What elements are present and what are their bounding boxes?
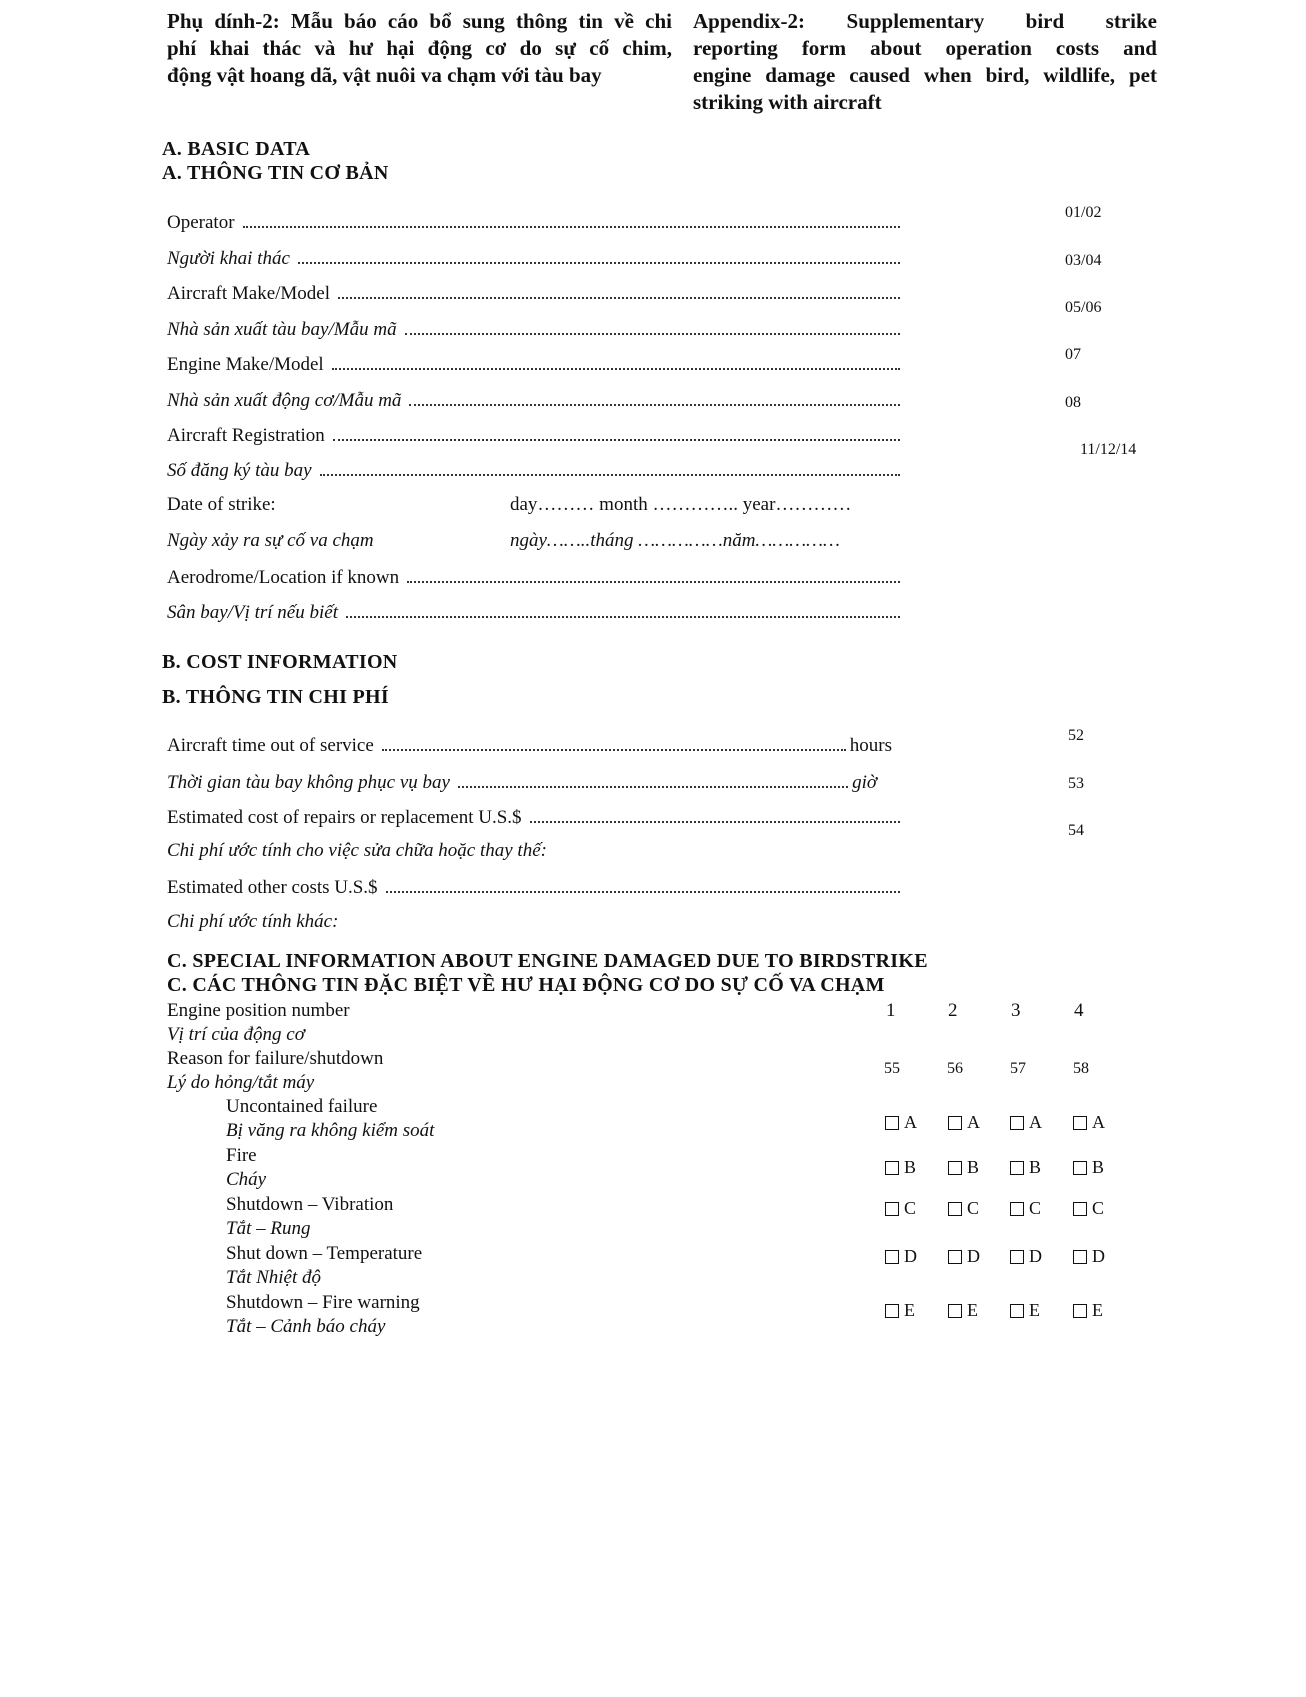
field-aerodrome-vi[interactable] bbox=[167, 598, 900, 624]
section-a-title-en: A. BASIC DATA bbox=[162, 138, 311, 160]
fill-line bbox=[333, 438, 900, 441]
fill-line bbox=[338, 296, 900, 299]
checkbox-box[interactable] bbox=[948, 1250, 962, 1264]
checkbox-engine-1-E[interactable] bbox=[885, 1300, 915, 1321]
checkbox-engine-4-D[interactable] bbox=[1073, 1246, 1105, 1267]
checkbox-engine-3-A[interactable] bbox=[1010, 1112, 1042, 1133]
reason-fire: Fire bbox=[226, 1145, 257, 1166]
other-costs-label-vi: Chi phí ước tính khác: bbox=[167, 911, 339, 932]
code-label: 56 bbox=[947, 1060, 963, 1077]
reason-fire-vi: Cháy bbox=[226, 1169, 267, 1190]
code-label: 03/04 bbox=[1065, 252, 1102, 269]
field-aircraft-make[interactable] bbox=[167, 279, 900, 305]
checkbox-letter: D bbox=[904, 1246, 917, 1266]
fill-line bbox=[320, 473, 900, 476]
header-en-title bbox=[693, 8, 1157, 116]
checkbox-box[interactable] bbox=[1010, 1202, 1024, 1216]
checkbox-letter: B bbox=[967, 1157, 980, 1177]
reason-uncontained: Uncontained failure bbox=[226, 1096, 378, 1117]
field-time-out-of-service-vi[interactable] bbox=[167, 768, 877, 794]
checkbox-letter: E bbox=[1092, 1300, 1103, 1320]
unit-label: giờ bbox=[852, 772, 877, 793]
header-en-line-2: reporting form about operation costs and bbox=[693, 36, 1157, 60]
checkbox-box[interactable] bbox=[948, 1116, 962, 1130]
checkbox-letter: E bbox=[1029, 1300, 1040, 1320]
fill-line bbox=[530, 820, 900, 823]
engine-number: 1 bbox=[886, 1000, 896, 1021]
code-label: 07 bbox=[1065, 346, 1081, 363]
fill-line bbox=[332, 367, 900, 370]
field-time-out-of-service[interactable] bbox=[167, 731, 892, 757]
field-aerodrome[interactable] bbox=[167, 563, 900, 589]
section-b-title-vi: B. THÔNG TIN CHI PHÍ bbox=[162, 686, 389, 708]
date-of-strike-fields[interactable]: day……… month ………….. year………… bbox=[510, 494, 852, 515]
field-engine-make-vi[interactable] bbox=[167, 386, 900, 412]
header-en-line-4: striking with aircraft bbox=[693, 90, 882, 114]
fill-line bbox=[386, 890, 900, 893]
field-label: Engine Make/Model bbox=[167, 354, 324, 375]
checkbox-letter: B bbox=[1029, 1157, 1042, 1177]
field-other-costs[interactable] bbox=[167, 873, 900, 899]
checkbox-box[interactable] bbox=[885, 1161, 899, 1175]
field-label: Operator bbox=[167, 212, 235, 233]
code-label: 01/02 bbox=[1065, 204, 1102, 221]
field-operator[interactable] bbox=[167, 208, 900, 234]
reason-temperature-vi: Tắt Nhiệt độ bbox=[226, 1267, 322, 1288]
checkbox-engine-2-D[interactable] bbox=[948, 1246, 980, 1267]
fill-line bbox=[409, 403, 900, 406]
field-registration-vi[interactable] bbox=[167, 456, 900, 482]
field-label: Aircraft Registration bbox=[167, 425, 325, 446]
code-label: 08 bbox=[1065, 394, 1081, 411]
reason-temperature: Shut down – Temperature bbox=[226, 1243, 423, 1264]
reason-label: Reason for failure/shutdown bbox=[167, 1048, 384, 1069]
checkbox-box[interactable] bbox=[1010, 1116, 1024, 1130]
checkbox-box[interactable] bbox=[948, 1304, 962, 1318]
checkbox-engine-2-B[interactable] bbox=[948, 1157, 979, 1178]
checkbox-engine-1-C[interactable] bbox=[885, 1198, 916, 1219]
code-label: 52 bbox=[1068, 727, 1084, 744]
checkbox-letter: E bbox=[967, 1300, 978, 1320]
engine-position-label-vi: Vị trí của động cơ bbox=[167, 1024, 305, 1045]
field-label: Aircraft time out of service bbox=[167, 735, 374, 756]
field-label: Số đăng ký tàu bay bbox=[167, 460, 312, 481]
reason-vibration: Shutdown – Vibration bbox=[226, 1194, 394, 1215]
field-label: Nhà sản xuất tàu bay/Mẫu mã bbox=[167, 319, 397, 340]
fill-line bbox=[298, 261, 900, 264]
engine-number: 3 bbox=[1011, 1000, 1021, 1021]
fill-line bbox=[407, 580, 900, 583]
checkbox-engine-1-B[interactable] bbox=[885, 1157, 916, 1178]
checkbox-engine-4-C[interactable] bbox=[1073, 1198, 1104, 1219]
checkbox-letter: B bbox=[1092, 1157, 1105, 1177]
section-a-title-vi: A. THÔNG TIN CƠ BẢN bbox=[162, 162, 389, 184]
field-operator-vi[interactable] bbox=[167, 244, 900, 270]
checkbox-letter: C bbox=[967, 1198, 980, 1218]
checkbox-box[interactable] bbox=[1073, 1202, 1087, 1216]
field-label: Nhà sản xuất động cơ/Mẫu mã bbox=[167, 390, 402, 411]
section-c-title-vi: C. CÁC THÔNG TIN ĐẶC BIỆT VỀ HƯ HẠI ĐỘNG CƠ DO SỰ CỐ VA CHẠM bbox=[167, 974, 885, 996]
field-repair-cost[interactable] bbox=[167, 803, 900, 829]
date-of-strike-label: Date of strike: bbox=[167, 494, 276, 515]
header-vi-line-1: Phụ dính-2: Mẫu báo cáo bổ sung thông tin về chi bbox=[167, 9, 672, 33]
checkbox-letter: D bbox=[1029, 1246, 1042, 1266]
code-label: 55 bbox=[884, 1060, 900, 1077]
field-label: Estimated other costs U.S.$ bbox=[167, 877, 378, 898]
header-vi-line-2: phí khai thác và hư hại động cơ do sự cố chim, bbox=[167, 36, 672, 60]
code-label: 11/12/14 bbox=[1080, 441, 1137, 458]
field-registration[interactable] bbox=[167, 421, 900, 447]
checkbox-letter: C bbox=[1092, 1198, 1105, 1218]
checkbox-box[interactable] bbox=[1010, 1161, 1024, 1175]
checkbox-engine-2-A[interactable] bbox=[948, 1112, 980, 1133]
checkbox-letter: D bbox=[967, 1246, 980, 1266]
date-of-strike-label-vi: Ngày xảy ra sự cố va chạm bbox=[167, 530, 374, 551]
engine-position-label: Engine position number bbox=[167, 1000, 350, 1021]
checkbox-engine-2-E[interactable] bbox=[948, 1300, 978, 1321]
checkbox-letter: A bbox=[967, 1112, 980, 1132]
reason-fire-warning-vi: Tắt – Cảnh báo cháy bbox=[226, 1316, 386, 1337]
header-en-line-1: Appendix-2: Supplementary bird strike bbox=[693, 9, 1157, 33]
engine-number: 2 bbox=[948, 1000, 958, 1021]
field-engine-make[interactable] bbox=[167, 350, 900, 376]
checkbox-engine-3-B[interactable] bbox=[1010, 1157, 1041, 1178]
reason-uncontained-vi: Bị văng ra không kiểm soát bbox=[226, 1120, 435, 1141]
checkbox-engine-4-B[interactable] bbox=[1073, 1157, 1104, 1178]
header-vi-title bbox=[167, 8, 672, 89]
checkbox-box[interactable] bbox=[1073, 1304, 1087, 1318]
checkbox-box[interactable] bbox=[1010, 1250, 1024, 1264]
checkbox-box[interactable] bbox=[1073, 1116, 1087, 1130]
checkbox-engine-1-D[interactable] bbox=[885, 1246, 917, 1267]
code-label: 54 bbox=[1068, 822, 1084, 839]
checkbox-engine-3-C[interactable] bbox=[1010, 1198, 1041, 1219]
checkbox-engine-3-D[interactable] bbox=[1010, 1246, 1042, 1267]
field-label: Sân bay/Vị trí nếu biết bbox=[167, 602, 338, 623]
section-c-title-en: C. SPECIAL INFORMATION ABOUT ENGINE DAMAGED DUE TO BIRDSTRIKE bbox=[167, 950, 928, 972]
field-aircraft-make-vi[interactable] bbox=[167, 315, 900, 341]
reason-fire-warning: Shutdown – Fire warning bbox=[226, 1292, 420, 1313]
engine-number: 4 bbox=[1074, 1000, 1084, 1021]
checkbox-letter: A bbox=[904, 1112, 917, 1132]
checkbox-letter: C bbox=[904, 1198, 917, 1218]
checkbox-box[interactable] bbox=[885, 1116, 899, 1130]
field-label: Estimated cost of repairs or replacement U.S.$ bbox=[167, 807, 522, 828]
checkbox-letter: A bbox=[1029, 1112, 1042, 1132]
code-label: 57 bbox=[1010, 1060, 1026, 1077]
checkbox-box[interactable] bbox=[1010, 1304, 1024, 1318]
checkbox-letter: E bbox=[904, 1300, 915, 1320]
date-of-strike-fields-vi[interactable]: ngày……..tháng ……………năm…………… bbox=[510, 530, 840, 551]
checkbox-box[interactable] bbox=[885, 1250, 899, 1264]
checkbox-box[interactable] bbox=[885, 1304, 899, 1318]
header-vi-line-3: động vật hoang dã, vật nuôi va chạm với tàu bay bbox=[167, 63, 602, 87]
checkbox-box[interactable] bbox=[885, 1202, 899, 1216]
checkbox-letter: C bbox=[1029, 1198, 1042, 1218]
checkbox-box[interactable] bbox=[1073, 1250, 1087, 1264]
field-label: Aircraft Make/Model bbox=[167, 283, 331, 304]
fill-line bbox=[346, 615, 900, 618]
code-label: 53 bbox=[1068, 775, 1084, 792]
field-label: Người khai thác bbox=[167, 248, 290, 269]
fill-line bbox=[405, 332, 900, 335]
checkbox-letter: A bbox=[1092, 1112, 1105, 1132]
unit-label: hours bbox=[849, 735, 892, 756]
checkbox-engine-4-A[interactable] bbox=[1073, 1112, 1105, 1133]
header-en-line-3: engine damage caused when bird, wildlife, pet bbox=[693, 63, 1157, 87]
checkbox-engine-2-C[interactable] bbox=[948, 1198, 979, 1219]
repair-cost-label-vi: Chi phí ước tính cho việc sửa chữa hoặc thay thế: bbox=[167, 840, 547, 861]
field-label: Aerodrome/Location if known bbox=[167, 567, 400, 588]
fill-line bbox=[243, 225, 900, 228]
reason-vibration-vi: Tắt – Rung bbox=[226, 1218, 311, 1239]
checkbox-engine-3-E[interactable] bbox=[1010, 1300, 1040, 1321]
checkbox-engine-4-E[interactable] bbox=[1073, 1300, 1103, 1321]
section-b-title-en: B. COST INFORMATION bbox=[162, 651, 398, 673]
fill-line bbox=[458, 785, 848, 788]
reason-label-vi: Lý do hỏng/tắt máy bbox=[167, 1072, 315, 1093]
fill-line bbox=[382, 748, 846, 751]
field-label: Thời gian tàu bay không phục vụ bay bbox=[167, 772, 450, 793]
checkbox-letter: D bbox=[1092, 1246, 1105, 1266]
checkbox-box[interactable] bbox=[948, 1202, 962, 1216]
code-label: 05/06 bbox=[1065, 299, 1102, 316]
checkbox-box[interactable] bbox=[948, 1161, 962, 1175]
checkbox-letter: B bbox=[904, 1157, 917, 1177]
checkbox-box[interactable] bbox=[1073, 1161, 1087, 1175]
code-label: 58 bbox=[1073, 1060, 1089, 1077]
checkbox-engine-1-A[interactable] bbox=[885, 1112, 917, 1133]
